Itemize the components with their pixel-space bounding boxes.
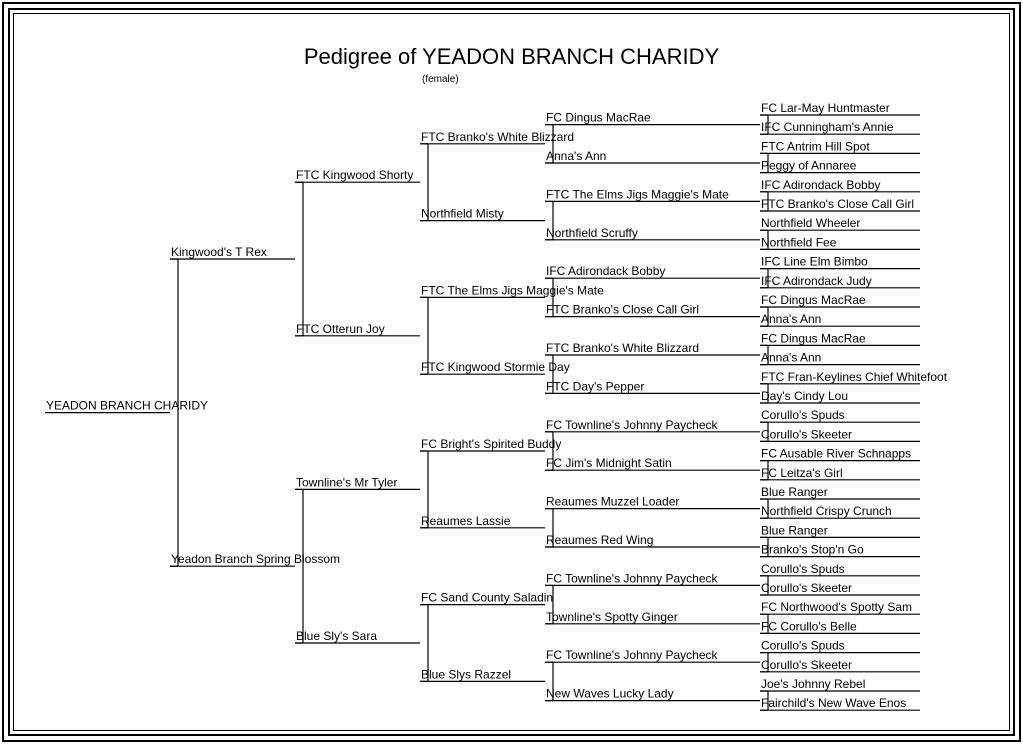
- pedigree-sire-name: FTC Branko's White Blizzard: [421, 129, 574, 144]
- pedigree-dam-name: FC Leitza's Girl: [761, 465, 843, 480]
- pedigree-sire-name: Joe's Johnny Rebel: [761, 677, 866, 691]
- pedigree-sire-name: Corullo's Spuds: [761, 408, 845, 423]
- pedigree-dam-name: Northfield Scruffy: [546, 225, 638, 240]
- pedigree-sire-name: FC Dingus MacRae: [546, 110, 651, 125]
- pedigree-dam-name: Anna's Ann: [546, 149, 607, 163]
- pedigree-dam-name: Peggy of Annaree: [761, 158, 857, 173]
- pedigree-dam-name: Corullo's Skeeter: [761, 581, 852, 595]
- pedigree-sire-name: FC Townline's Johnny Paycheck: [546, 648, 718, 663]
- pedigree-dam-name: Yeadon Branch Spring Blossom: [171, 552, 340, 567]
- pedigree-sire-name: FTC The Elms Jigs Maggie's Mate: [421, 283, 604, 298]
- pedigree-dam-name: FTC Branko's Close Call Girl: [761, 197, 914, 211]
- pedigree-dam-name: FC Jim's Midnight Satin: [546, 456, 672, 471]
- pedigree-dam-name: Anna's Ann: [761, 312, 822, 327]
- pedigree-dam-name: Branko's Stop'n Go: [761, 542, 864, 557]
- pedigree-dam-name: Reaumes Red Wing: [546, 533, 654, 547]
- pedigree-subject-name: YEADON BRANCH CHARIDY: [46, 398, 209, 413]
- pedigree-sire-name: FTC Kingwood Shorty: [296, 168, 414, 183]
- pedigree-dam-name: FTC Otterun Joy: [296, 321, 385, 336]
- pedigree-dam-name: Anna's Ann: [761, 350, 822, 365]
- pedigree-dam-name: Corullo's Skeeter: [761, 657, 852, 672]
- pedigree-dam-name: Northfield Crispy Crunch: [761, 504, 892, 519]
- pedigree-sire-name: Corullo's Spuds: [761, 638, 845, 653]
- pedigree-sire-name: FC Townline's Johnny Paycheck: [546, 417, 718, 432]
- pedigree-sire-name: FC Sand County Saladin: [421, 590, 554, 605]
- pedigree-dam-name: Day's Cindy Lou: [761, 389, 848, 403]
- pedigree-sire-name: FC Northwood's Spotty Sam: [761, 600, 913, 615]
- pedigree-sire-name: FC Bright's Spirited Buddy: [421, 437, 562, 451]
- pedigree-sire-name: Northfield Wheeler: [761, 216, 861, 231]
- pedigree-dam-name: Townline's Spotty Ginger: [546, 609, 678, 624]
- pedigree-dam-name: Reaumes Lassie: [421, 513, 511, 528]
- pedigree-sire-name: FC Lar-May Huntmaster: [761, 101, 890, 115]
- pedigree-dam-name: FC Corullo's Belle: [761, 619, 857, 634]
- pedigree-sire-name: FTC Antrim Hill Spot: [761, 139, 870, 154]
- pedigree-dam-name: FTC Branko's Close Call Girl: [546, 302, 699, 317]
- pedigree-dam-name: IFC Cunningham's Annie: [761, 120, 894, 135]
- pedigree-sire-name: IFC Adirondack Bobby: [761, 177, 881, 192]
- pedigree-dam-name: Blue Slys Razzel: [421, 667, 512, 682]
- pedigree-sire-name: FTC The Elms Jigs Maggie's Mate: [546, 187, 729, 202]
- pedigree-sire-name: FTC Fran-Keylines Chief Whitefoot: [761, 369, 948, 384]
- pedigree-dam-name: IFC Adirondack Judy: [761, 273, 872, 288]
- pedigree-dam-name: Corullo's Skeeter: [761, 427, 852, 442]
- pedigree-sire-name: Blue Ranger: [761, 485, 828, 499]
- pedigree-sire-name: FC Dingus MacRae: [761, 331, 866, 346]
- pedigree-sire-name: FC Townline's Johnny Paycheck: [546, 571, 718, 586]
- pedigree-dam-name: FTC Day's Pepper: [546, 379, 645, 394]
- pedigree-dam-name: Northfield Misty: [421, 206, 504, 221]
- sex-label: (female): [422, 74, 459, 85]
- pedigree-sire-name: IFC Line Elm Bimbo: [761, 254, 868, 269]
- pedigree-sire-name: FTC Branko's White Blizzard: [546, 341, 699, 355]
- pedigree-dam-name: New Waves Lucky Lady: [546, 686, 674, 701]
- pedigree-dam-name: Northfield Fee: [761, 235, 837, 250]
- pedigree-dam-name: FTC Kingwood Stormie Day: [421, 360, 570, 375]
- pedigree-sire-name: Kingwood's T Rex: [171, 245, 267, 259]
- pedigree-sire-name: IFC Adirondack Bobby: [546, 264, 666, 279]
- pedigree-sire-name: FC Dingus MacRae: [761, 293, 866, 307]
- page-title: Pedigree of YEADON BRANCH CHARIDY: [303, 44, 720, 69]
- pedigree-sire-name: Reaumes Muzzel Loader: [546, 494, 680, 509]
- pedigree-sire-name: FC Ausable River Schnapps: [761, 446, 912, 461]
- pedigree-dam-name: Fairchild's New Wave Enos: [761, 696, 907, 711]
- pedigree-sire-name: Corullo's Spuds: [761, 561, 845, 576]
- pedigree-dam-name: Blue Sly's Sara: [296, 629, 377, 643]
- pedigree-sire-name: Townline's Mr Tyler: [296, 475, 398, 490]
- pedigree-sire-name: Blue Ranger: [761, 523, 828, 538]
